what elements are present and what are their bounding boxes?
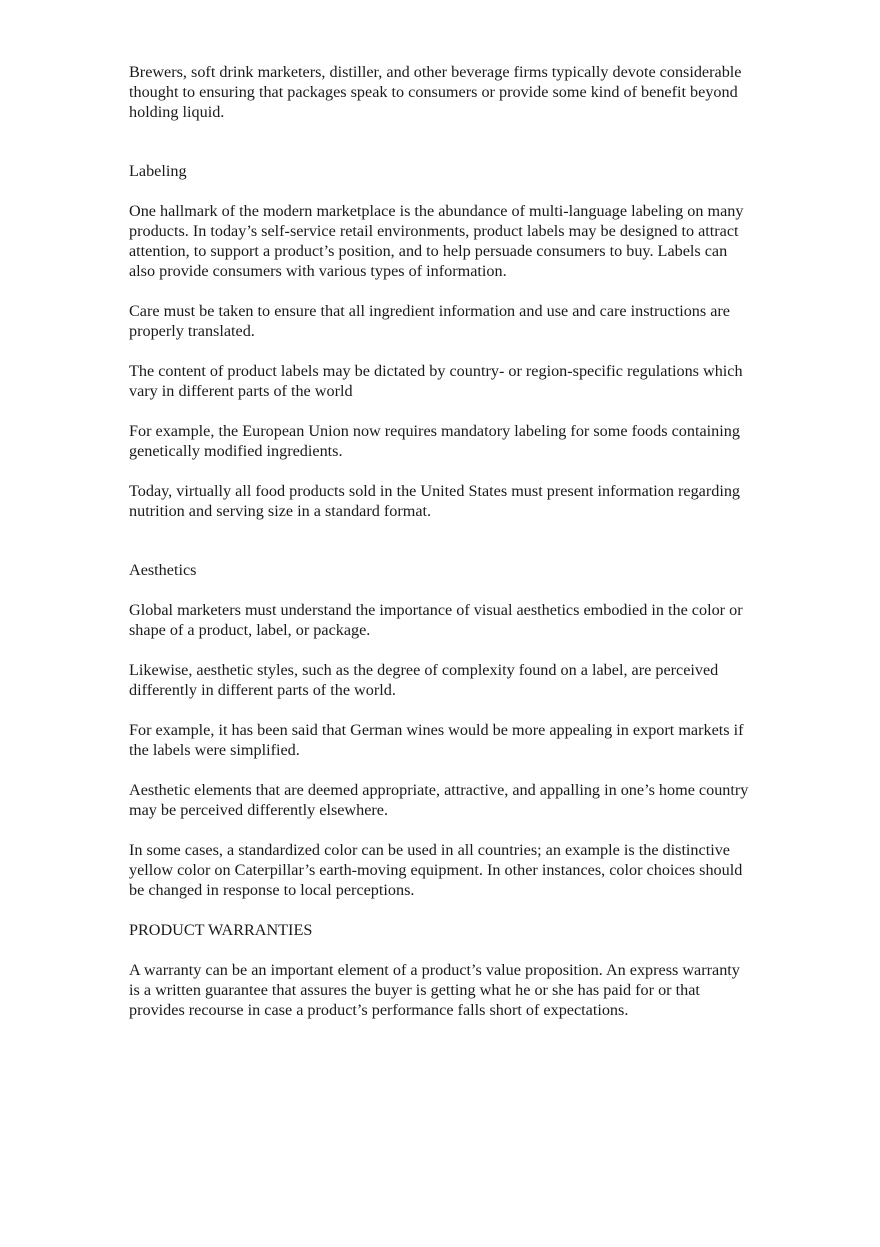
labeling-paragraph-1: One hallmark of the modern marketplace is the abundance of multi-language labeling on many products. In today’s self-service retail environments, product labels may be designed to attract attention, to support a product’s position, and to help persuade consumers to buy. Labels can also provide consumers with various types of information. <box>129 202 744 280</box>
labeling-paragraph-3: The content of product labels may be dictated by country- or region-specific regulations which vary in different parts of the world <box>129 362 743 400</box>
aesthetics-paragraph-4: Aesthetic elements that are deemed appropriate, attractive, and appalling in one’s home country may be perceived differently elsewhere. <box>129 781 749 819</box>
intro-paragraph: Brewers, soft drink marketers, distiller, and other beverage firms typically devote considerable thought to ensuring that packages speak to consumers or provide some kind of benefit beyond holding liquid. <box>129 63 742 121</box>
labeling-paragraph-5: Today, virtually all food products sold in the United States must present information regarding nutrition and serving size in a standard format. <box>129 482 741 520</box>
aesthetics-paragraph-5: In some cases, a standardized color can be used in all countries; an example is the distinctive yellow color on Caterpillar’s earth-moving equipment. In other instances, color choices should be changed in response to local perceptions. <box>129 841 743 899</box>
document-page <box>129 62 751 1020</box>
warranties-heading: PRODUCT WARRANTIES <box>129 921 313 939</box>
aesthetics-paragraph-3: For example, it has been said that German wines would be more appealing in export markets if the labels were simplified. <box>129 721 744 759</box>
warranties-paragraph-1: A warranty can be an important element of a product’s value proposition. An express warranty is a written guarantee that assures the buyer is getting what he or she has paid for or that provides recourse in case a product’s performance falls short of expectations. <box>129 961 740 1019</box>
aesthetics-paragraph-1: Global marketers must understand the importance of visual aesthetics embodied in the color or shape of a product, label, or package. <box>129 601 743 639</box>
labeling-heading: Labeling <box>129 162 187 180</box>
labeling-paragraph-4: For example, the European Union now requires mandatory labeling for some foods containing genetically modified ingredients. <box>129 422 740 460</box>
aesthetics-heading: Aesthetics <box>129 561 197 579</box>
aesthetics-paragraph-2: Likewise, aesthetic styles, such as the degree of complexity found on a label, are perceived differently in different parts of the world. <box>129 661 719 699</box>
labeling-paragraph-2: Care must be taken to ensure that all ingredient information and use and care instructions are properly translated. <box>129 302 730 340</box>
